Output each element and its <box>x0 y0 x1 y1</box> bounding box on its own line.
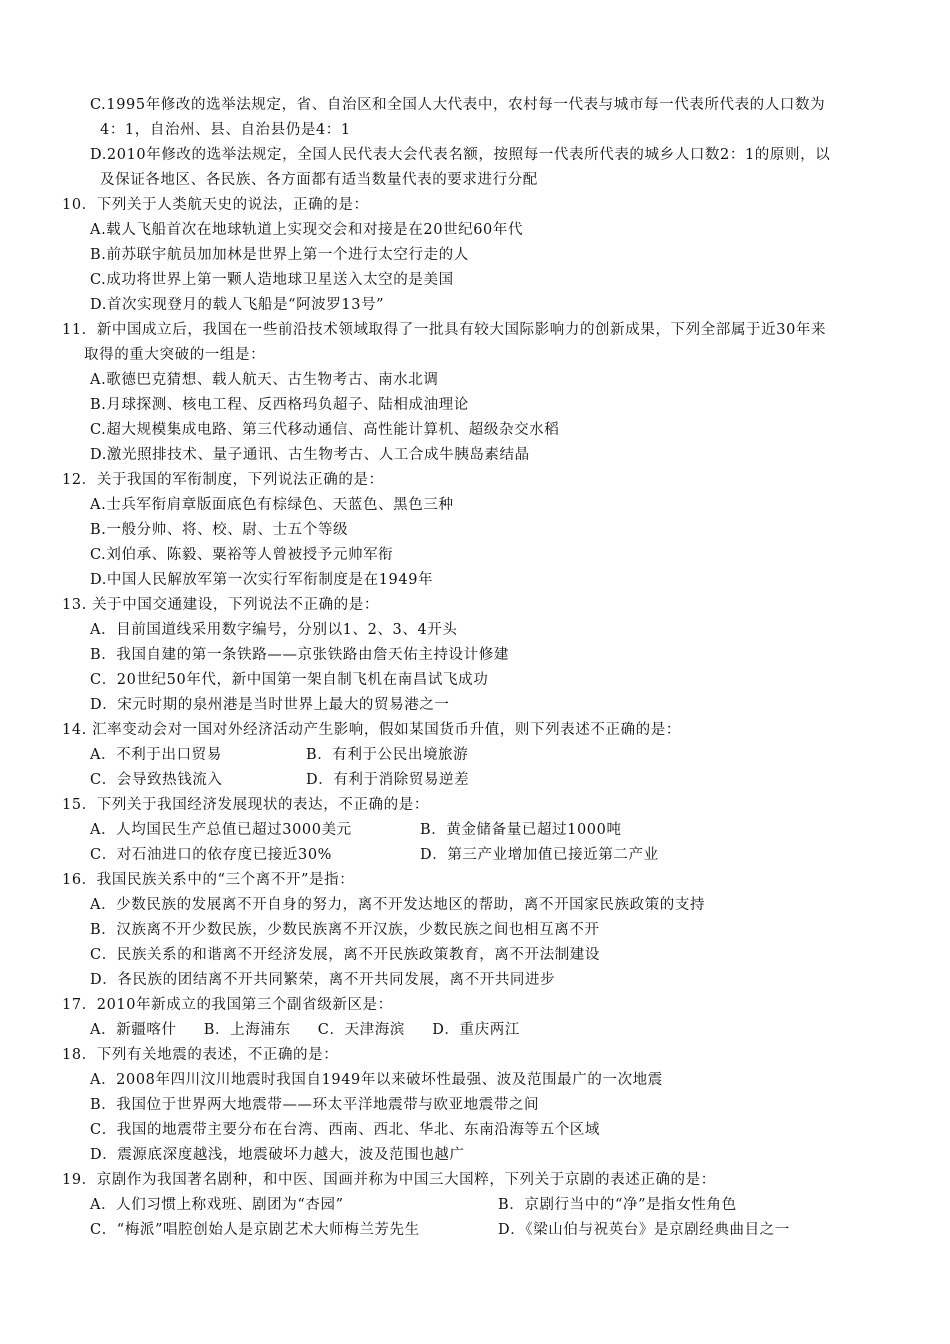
q11-option-c: C.超大规模集成电路、第三代移动通信、高性能计算机、超级杂交水稻 <box>90 422 560 438</box>
q17-stem: 17．2010年新成立的我国第三个副省级新区是： <box>62 997 393 1013</box>
q13-option-d: D．宋元时期的泉州港是当时世界上最大的贸易港之一 <box>90 697 450 713</box>
q14-option-b: B．有利于公民出境旅游 <box>306 747 469 763</box>
q17-options-row <box>90 1018 542 1043</box>
q17-option-d: D．重庆两江 <box>432 1022 520 1038</box>
q14-stem: 14. 汇率变动会对一国对外经济活动产生影响，假如某国货币升值，则下列表述不正确的是： <box>62 722 681 738</box>
q15-option-a: A．人均国民生产总值已超过3000美元 <box>90 822 352 838</box>
q9-option-d-line2: 及保证各地区、各民族、各方面都有适当数量代表的要求进行分配 <box>100 172 538 188</box>
q12-stem: 12．关于我国的军衔制度，下列说法正确的是： <box>62 472 384 488</box>
q11-stem-line1: 11．新中国成立后，我国在一些前沿技术领域取得了一批具有较大国际影响力的创新成果，下列全部属于近30年来 <box>62 322 827 338</box>
q18-option-b: B．我国位于世界两大地震带——环太平洋地震带与欧亚地震带之间 <box>90 1097 540 1113</box>
q14-option-a: A．不利于出口贸易 <box>90 747 222 763</box>
q13-option-a: A．目前国道线采用数字编号，分别以1、2、3、4开头 <box>90 622 458 638</box>
q19-stem: 19．京剧作为我国著名剧种，和中医、国画并称为中国三大国粹，下列关于京剧的表述正确的是： <box>62 1172 716 1188</box>
q17-option-b: B．上海浦东 <box>203 1022 291 1038</box>
q16-option-c: C．民族关系的和谐离不开经济发展，离不开民族政策教育，离不开法制建设 <box>90 947 600 963</box>
q17-option-a: A．新疆喀什 <box>90 1022 177 1038</box>
q13-stem: 13. 关于中国交通建设，下列说法不正确的是： <box>62 597 379 613</box>
q12-option-a: A.士兵军衔肩章版面底色有棕绿色、天蓝色、黑色三种 <box>90 497 454 513</box>
q19-option-b: B．京剧行当中的“净”是指女性角色 <box>498 1197 737 1213</box>
q16-stem: 16．我国民族关系中的“三个离不开”是指： <box>62 872 355 888</box>
q15-stem: 15．下列关于我国经济发展现状的表达，不正确的是： <box>62 797 429 813</box>
q10-option-a: A.载人飞船首次在地球轨道上实现交会和对接是在20世纪60年代 <box>90 222 524 238</box>
q9-option-c-line2: 4：1，自治州、县、自治县仍是4：1 <box>100 122 351 138</box>
q14-option-c: C．会导致热钱流入 <box>90 772 223 788</box>
q15-option-d: D．第三产业增加值已接近第二产业 <box>420 847 659 863</box>
q18-option-c: C．我国的地震带主要分布在台湾、西南、西北、华北、东南沿海等五个区域 <box>90 1122 600 1138</box>
q14-option-d: D．有利于消除贸易逆差 <box>306 772 470 788</box>
q9-option-d-line1: D.2010年修改的选举法规定，全国人民代表大会代表名额，按照每一代表所代表的城乡人口数2：1的原则，以 <box>90 147 831 163</box>
q9-option-c-line1: C.1995年修改的选举法规定，省、自治区和全国人大代表中，农村每一代表与城市每一代表所代表的人口数为 <box>90 97 826 113</box>
q18-option-a: A．2008年四川汶川地震时我国自1949年以来破坏性最强、波及范围最广的一次地震 <box>90 1072 663 1088</box>
q15-option-b: B．黄金储备量已超过1000吨 <box>420 822 622 838</box>
q10-option-d: D.首次实现登月的载人飞船是“阿波罗13号” <box>90 297 385 313</box>
q15-option-c: C．对石油进口的依存度已接近30% <box>90 847 333 863</box>
q16-option-d: D．各民族的团结离不开共同繁荣，离不开共同发展，离不开共同进步 <box>90 972 556 988</box>
q16-option-b: B．汉族离不开少数民族，少数民族离不开汉族，少数民族之间也相互离不开 <box>90 922 600 938</box>
q11-option-d: D.激光照排技术、量子通讯、古生物考古、人工合成牛胰岛素结晶 <box>90 447 530 463</box>
q10-option-c: C.成功将世界上第一颗人造地球卫星送入太空的是美国 <box>90 272 454 288</box>
q12-option-d: D.中国人民解放军第一次实行军衔制度是在1949年 <box>90 572 434 588</box>
q18-option-d: D．震源底深度越浅，地震破坏力越大，波及范围也越广 <box>90 1147 465 1163</box>
q12-option-c: C.刘伯承、陈毅、粟裕等人曾被授予元帅军衔 <box>90 547 394 563</box>
q19-option-d: D．《梁山伯与祝英台》是京剧经典曲目之一 <box>498 1222 790 1238</box>
q19-option-a: A．人们习惯上称戏班、剧团为“杏园” <box>90 1197 344 1213</box>
q13-option-b: B．我国自建的第一条铁路——京张铁路由詹天佑主持设计修建 <box>90 647 509 663</box>
q17-option-c: C．天津海滨 <box>317 1022 405 1038</box>
q16-option-a: A．少数民族的发展离不开自身的努力，离不开发达地区的帮助，离不开国家民族政策的支持 <box>90 897 706 913</box>
q13-option-c: C．20世纪50年代，新中国第一架自制飞机在南昌试飞成功 <box>90 672 489 688</box>
q11-option-b: B.月球探测、核电工程、反西格玛负超子、陆相成油理论 <box>90 397 469 413</box>
q10-option-b: B.前苏联宇航员加加林是世界上第一个进行太空行走的人 <box>90 247 469 263</box>
q18-stem: 18．下列有关地震的表述，不正确的是： <box>62 1047 339 1063</box>
q12-option-b: B.一般分帅、将、校、尉、士五个等级 <box>90 522 349 538</box>
q11-stem-line2: 取得的重大突破的一组是： <box>84 347 266 363</box>
q11-option-a: A.歌德巴克猜想、载人航天、古生物考古、南水北调 <box>90 372 439 388</box>
q19-option-c: C．“梅派”唱腔创始人是京剧艺术大师梅兰芳先生 <box>90 1222 420 1238</box>
q10-stem: 10．下列关于人类航天史的说法，正确的是： <box>62 197 369 213</box>
